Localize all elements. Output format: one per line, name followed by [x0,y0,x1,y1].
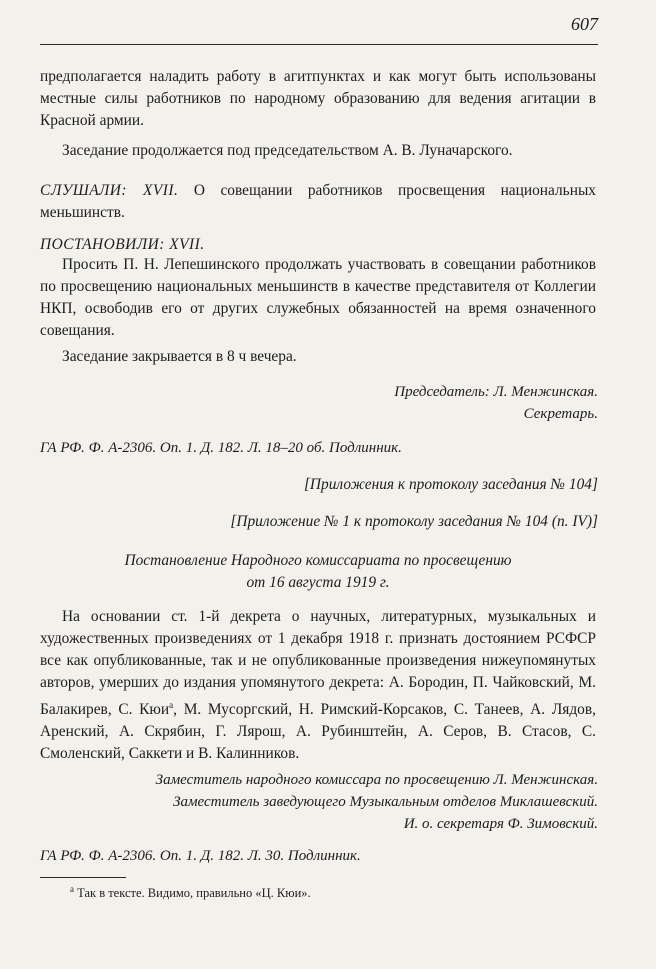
page-number: 607 [571,14,598,34]
footnote-ref-a: а [169,700,174,710]
archive-source-2: ГА РФ. Ф. А-2306. Оп. 1. Д. 182. Л. 30. Подлинник. [40,848,361,864]
paragraph-session-closes: Заседание закрывается в 8 ч вечера. [62,348,297,365]
paragraph-agitation: предполагается наладить работу в агитпунктах и как могут быть использованы местные силы работников по народному образованию для ведения агитации в Красной армии. [40,68,596,129]
header-rule [40,44,598,45]
slushali-block [40,180,596,224]
decree-title-line1: Постановление Народного комиссариата по просвещению [124,552,512,569]
footnote-text: Так в тексте. Видимо, правильно «Ц. Кюи». [77,886,311,901]
postanovili-label: ПОСТАНОВИЛИ: XVII. [40,236,205,253]
signature-secretary: Секретарь. [523,406,598,422]
footnote [70,884,311,901]
signature-deputy-commissar: Заместитель народного комиссара по просвещению Л. Менжинская. [155,772,598,788]
signature-chair: Председатель: Л. Менжинская. [394,384,598,400]
decree-text-part2: , М. Мусоргский, Н. Римский-Корсаков, С. Танеев, А. Лядов, Аренский, А. Скрябин, Г. Лярош, А. Рубинштейн, А. Серов, В. Стасов, С. Смоленский, Саккети и В. Калинников. [40,701,596,763]
signature-acting-secretary: И. о. секретаря Ф. Зимовский. [403,816,598,832]
signature-deputy-music-dept: Заместитель заведующего Музыкальным отделов Миклашевский. [173,794,598,810]
paragraph-session-continues: Заседание продолжается под председательством А. В. Луначарского. [62,142,513,159]
appendix-header: [Приложения к протоколу заседания № 104] [303,476,598,493]
decree-text [40,606,596,765]
slushali-text: О совещании работников просвещения национальных меньшинств. [40,182,596,221]
postanovili-label-block [40,234,596,256]
appendix1-header: [Приложение № 1 к протоколу заседания № 104 (п. IV)] [230,513,598,530]
decree-text-part1: На основании ст. 1-й декрета о научных, литературных, музыкальных и художественных произведениях от 1 декабря 1918 г. признать достоянием РСФСР все как опубликованные, так и не опубликованные произведения нижеупомянутых авторов, умерших до издания упомянутого декрета: А. Бородин, П. Чайковский, М. Балакирев, С. Кюи [40,608,596,719]
postanovili-text: Просить П. Н. Лепешинского продолжать участвовать в совещании работников по просвещению национальных меньшинств в качестве представителя от Коллегии НКП, освободив его от других служебных обязанностей на время означенного совещания. [40,256,596,339]
slushali-label: СЛУШАЛИ: XVII. [40,182,179,199]
footnote-rule [40,877,126,878]
decree-title-line2: от 16 августа 1919 г. [246,574,390,591]
archive-source-1: ГА РФ. Ф. А-2306. Оп. 1. Д. 182. Л. 18–20 об. Подлинник. [40,440,402,456]
footnote-mark: а [70,884,74,894]
